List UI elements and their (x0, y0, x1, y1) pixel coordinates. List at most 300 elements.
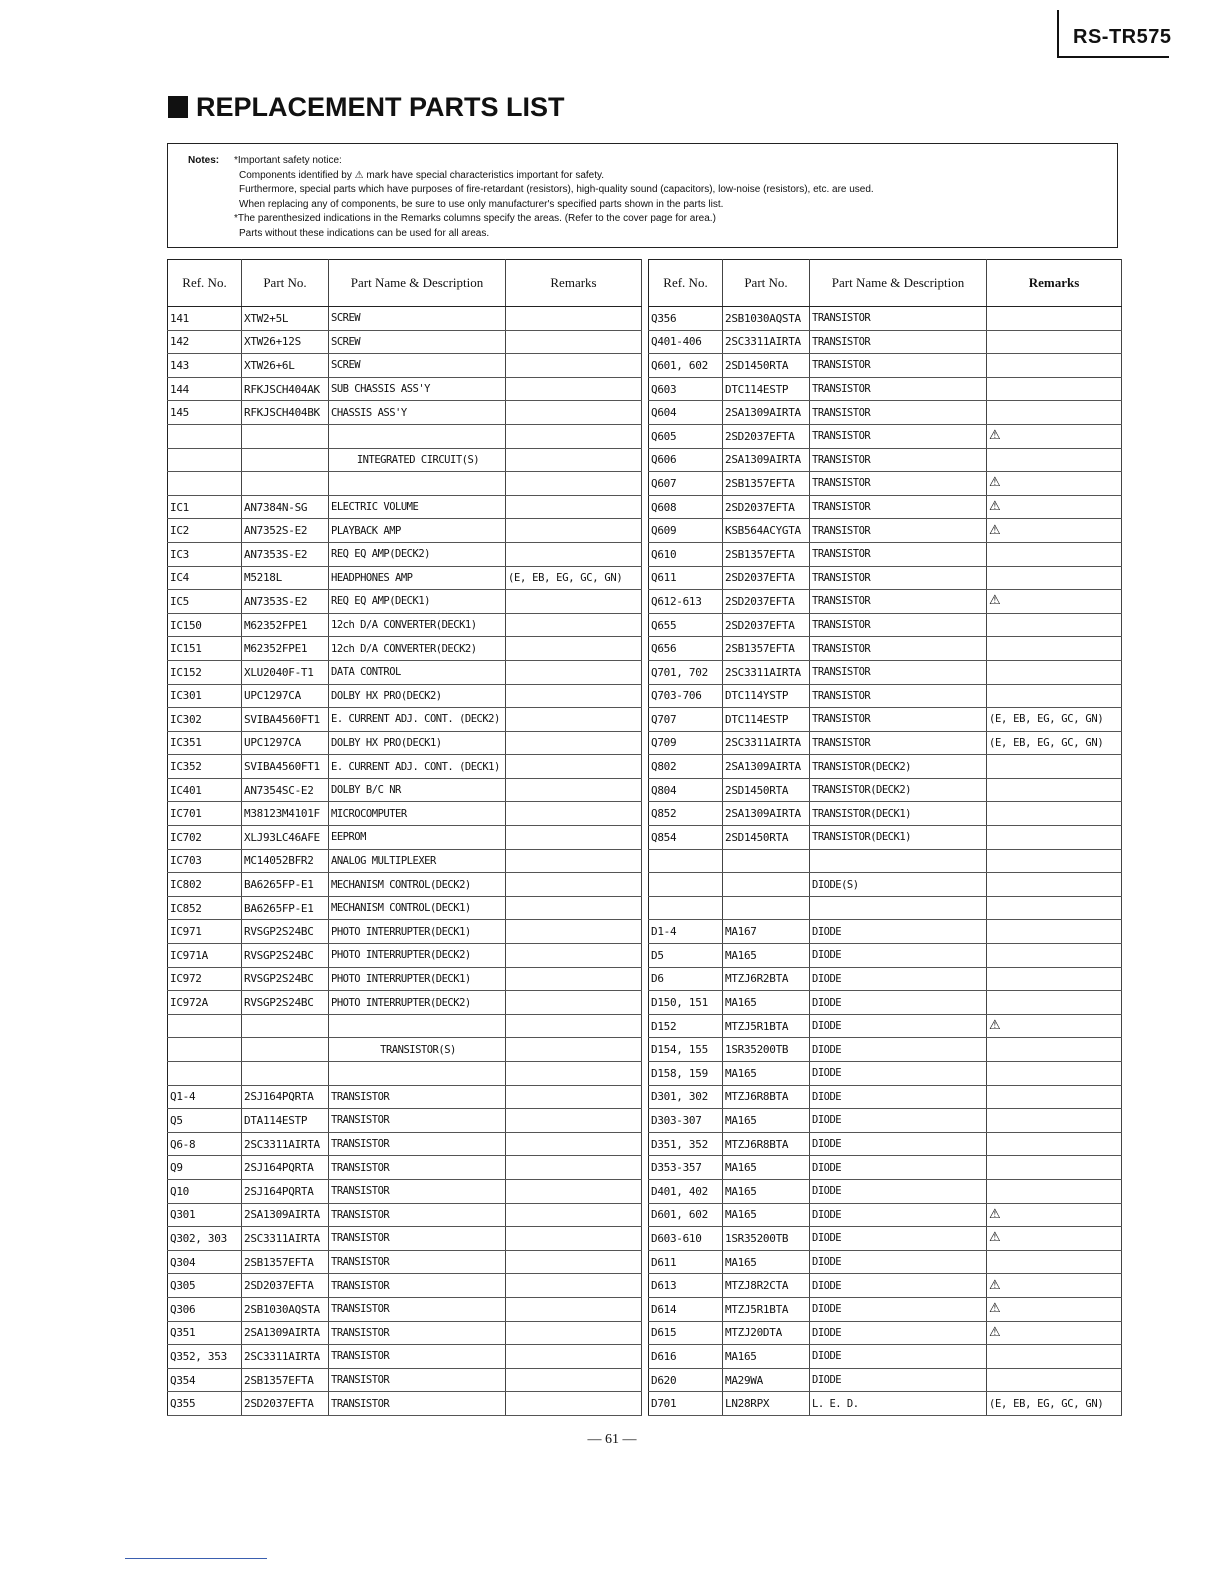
part-no-cell-text: 2SB1357EFTA (725, 547, 795, 561)
safety-warning-icon: ⚠ (989, 522, 1001, 538)
table-header-row (649, 260, 1122, 307)
ref-no-cell (649, 944, 723, 968)
description-cell (329, 967, 506, 991)
part-no-cell-text: 2SB1357EFTA (244, 1255, 314, 1269)
table-row (649, 542, 1122, 566)
table-row (168, 1227, 642, 1251)
remarks-cell-text: (E, EB, EG, GC, GN) (989, 1397, 1104, 1410)
description-cell-text: TRANSISTOR (812, 430, 871, 443)
table-row (649, 472, 1122, 496)
ref-no-cell (649, 1109, 723, 1133)
description-cell-text: TRANSISTOR (812, 453, 871, 466)
part-no-cell (242, 755, 329, 779)
table-row (649, 590, 1122, 614)
part-no-cell-text: MTZJ8R2CTA (725, 1279, 789, 1293)
ref-no-cell (168, 802, 242, 826)
description-cell-text: DIODE (812, 1208, 842, 1221)
ref-no-cell (168, 684, 242, 708)
header-description: Part Name & Description (810, 260, 987, 307)
description-cell (810, 1179, 987, 1203)
ref-no-cell (168, 1062, 242, 1086)
part-no-cell (242, 448, 329, 472)
remarks-cell (987, 1085, 1122, 1109)
part-no-cell (723, 330, 810, 354)
ref-no-cell (649, 778, 723, 802)
part-no-cell-text: 2SA1309AIRTA (725, 453, 801, 467)
description-cell (329, 307, 506, 331)
part-no-cell-text: MA165 (725, 948, 757, 962)
table-row (649, 1297, 1122, 1321)
remarks-cell (506, 1345, 642, 1369)
description-cell-text: REQ EQ AMP(DECK2) (331, 548, 430, 561)
part-no-cell-text: MA165 (725, 1066, 757, 1080)
ref-no-cell-text: IC802 (170, 878, 202, 892)
part-no-cell (242, 778, 329, 802)
ref-no-cell (649, 1227, 723, 1251)
ref-no-cell (649, 519, 723, 543)
part-no-cell-text: XTW2+5L (244, 311, 289, 325)
description-cell (810, 1132, 987, 1156)
remarks-cell (506, 1297, 642, 1321)
description-cell-text: TRANSISTOR (331, 1185, 390, 1198)
notes-line: Components identified by ⚠ mark have special characteristics important for safety. (239, 169, 605, 181)
ref-no-cell-text: 141 (170, 311, 189, 325)
remarks-cell (506, 1392, 642, 1416)
description-cell-text: E. CURRENT ADJ. CONT. (DECK2) (331, 713, 500, 726)
ref-no-cell-text: D158, 159 (651, 1066, 708, 1080)
ref-no-cell (649, 708, 723, 732)
remarks-cell (987, 660, 1122, 684)
description-cell (329, 1014, 506, 1038)
ref-no-cell-text: Q6-8 (170, 1137, 196, 1151)
remarks-cell (506, 542, 642, 566)
description-cell-text: MECHANISM CONTROL(DECK2) (331, 878, 471, 891)
part-no-cell (242, 826, 329, 850)
ref-no-cell-text: Q612-613 (651, 594, 702, 608)
table-row (168, 944, 642, 968)
description-cell-text: TRANSISTOR (812, 666, 871, 679)
remarks-cell (506, 967, 642, 991)
table-row (649, 826, 1122, 850)
part-no-cell-text: MC14052BFR2 (244, 854, 314, 868)
ref-no-cell-text: Q5 (170, 1113, 183, 1127)
remarks-cell (506, 613, 642, 637)
part-no-cell-text: 2SA1309AIRTA (244, 1208, 320, 1222)
part-no-cell (723, 1392, 810, 1416)
description-cell (810, 424, 987, 448)
remarks-cell (506, 1368, 642, 1392)
table-row (649, 1132, 1122, 1156)
description-cell-text: TRANSISTOR (812, 524, 871, 537)
remarks-cell (506, 330, 642, 354)
part-no-cell (242, 1038, 329, 1062)
description-cell (810, 849, 987, 873)
remarks-cell-text: (E, EB, EG, GC, GN) (989, 736, 1104, 749)
remarks-cell (987, 1227, 1122, 1251)
remarks-cell (987, 542, 1122, 566)
part-no-cell-text: 2SC3311AIRTA (244, 1231, 320, 1245)
ref-no-cell-text: D615 (651, 1326, 677, 1340)
description-cell-text: TRANSISTOR (331, 1279, 390, 1292)
part-no-cell-text: 2SB1357EFTA (244, 1373, 314, 1387)
description-cell-text: TRANSISTOR (812, 406, 871, 419)
section-title (168, 92, 565, 122)
ref-no-cell (168, 731, 242, 755)
table-row (168, 778, 642, 802)
part-no-cell-text: MA165 (725, 1113, 757, 1127)
description-cell-text: TRANSISTOR (331, 1161, 390, 1174)
part-no-cell-text: M5218L (244, 571, 282, 585)
ref-no-cell-text: D150, 151 (651, 996, 708, 1010)
ref-no-cell (649, 637, 723, 661)
description-cell (810, 873, 987, 897)
table-row (649, 307, 1122, 331)
remarks-cell (506, 755, 642, 779)
table-row (168, 896, 642, 920)
remarks-cell (987, 944, 1122, 968)
table-row (649, 1250, 1122, 1274)
description-cell (810, 1250, 987, 1274)
remarks-cell (987, 354, 1122, 378)
part-no-cell-text: 2SD2037EFTA (725, 571, 795, 585)
table-row (168, 1062, 642, 1086)
description-cell (810, 472, 987, 496)
remarks-cell (506, 1038, 642, 1062)
remarks-cell (987, 849, 1122, 873)
ref-no-cell (649, 1250, 723, 1274)
remarks-cell (506, 637, 642, 661)
description-cell (329, 424, 506, 448)
part-no-cell (723, 1368, 810, 1392)
table-row (649, 613, 1122, 637)
description-cell (329, 377, 506, 401)
ref-no-cell (168, 330, 242, 354)
part-no-cell (242, 590, 329, 614)
ref-no-cell (168, 991, 242, 1015)
table-row (649, 354, 1122, 378)
part-no-cell (723, 920, 810, 944)
remarks-cell (987, 330, 1122, 354)
part-no-cell (723, 660, 810, 684)
ref-no-cell (168, 1156, 242, 1180)
remarks-cell (506, 920, 642, 944)
ref-no-cell-text: Q305 (170, 1279, 196, 1293)
remarks-cell (987, 1368, 1122, 1392)
table-row (649, 660, 1122, 684)
model-number: RS-TR575 (1073, 26, 1172, 48)
description-cell-text: INTEGRATED CIRCUIT(S) (356, 453, 480, 466)
ref-no-cell-text: D611 (651, 1255, 677, 1269)
ref-no-cell-text: IC4 (170, 571, 189, 585)
description-cell (810, 660, 987, 684)
description-cell-text: DIODE (812, 949, 842, 962)
part-no-cell-text: MTZJ5R1BTA (725, 1302, 789, 1316)
table-row (168, 1203, 642, 1227)
ref-no-cell (168, 1038, 242, 1062)
ref-no-cell-text: D301, 302 (651, 1090, 708, 1104)
ref-no-cell-text: IC972A (170, 996, 208, 1010)
part-no-cell-text: 2SA1309AIRTA (725, 406, 801, 420)
table-row (168, 731, 642, 755)
description-cell-text: DOLBY HX PRO(DECK1) (331, 736, 442, 749)
ref-no-cell-text: IC971 (170, 925, 202, 939)
description-cell (810, 566, 987, 590)
part-no-cell-text: MTZJ6R2BTA (725, 972, 789, 986)
description-cell (329, 1227, 506, 1251)
ref-no-cell-text: Q804 (651, 783, 677, 797)
part-no-cell (242, 1203, 329, 1227)
safety-warning-icon: ⚠ (989, 593, 1001, 609)
description-cell-text: SCREW (331, 359, 361, 372)
ref-no-cell-text: D154, 155 (651, 1043, 708, 1057)
part-no-cell-text: 2SB1030AQSTA (244, 1302, 320, 1316)
description-cell (329, 1250, 506, 1274)
part-no-cell-text: MA167 (725, 925, 757, 939)
description-cell-text: TRANSISTOR (812, 335, 871, 348)
part-no-cell-text: 2SD1450RTA (725, 358, 789, 372)
description-cell-text: TRANSISTOR(DECK2) (812, 784, 911, 797)
part-no-cell-text: 1SR35200TB (725, 1231, 789, 1245)
ref-no-cell (168, 1392, 242, 1416)
ref-no-cell-text: 142 (170, 335, 189, 349)
part-no-cell-text: 2SA1309AIRTA (725, 807, 801, 821)
part-no-cell-text: 2SD2037EFTA (725, 429, 795, 443)
description-cell-text: TRANSISTOR(DECK1) (812, 807, 911, 820)
ref-no-cell-text: Q608 (651, 500, 677, 514)
part-no-cell-text: 2SD2037EFTA (244, 1397, 314, 1411)
ref-no-cell-text: IC301 (170, 689, 202, 703)
description-cell (810, 1368, 987, 1392)
description-cell-text: REQ EQ AMP(DECK1) (331, 595, 430, 608)
description-cell-text: TRANSISTOR (331, 1397, 390, 1410)
ref-no-cell-text: Q802 (651, 760, 677, 774)
ref-no-cell (168, 873, 242, 897)
description-cell-text: DIODE (812, 996, 842, 1009)
part-no-cell (242, 896, 329, 920)
remarks-cell (506, 778, 642, 802)
part-no-cell-text: BA6265FP-E1 (244, 901, 314, 915)
description-cell-text: ELECTRIC VOLUME (331, 501, 419, 514)
part-no-cell-text: MTZJ5R1BTA (725, 1019, 789, 1033)
remarks-cell (987, 708, 1122, 732)
part-no-cell-text: LN28RPX (725, 1397, 770, 1411)
part-no-cell-text: KSB564ACYGTA (725, 524, 801, 538)
table-row (649, 424, 1122, 448)
description-cell (329, 684, 506, 708)
description-cell-text: TRANSISTOR (812, 642, 871, 655)
parts-table-left (167, 259, 642, 1416)
ref-no-cell (649, 731, 723, 755)
ref-no-cell-text: IC972 (170, 972, 202, 986)
header-part-no: Part No. (723, 260, 810, 307)
ref-no-cell-text: 144 (170, 382, 189, 396)
ref-no-cell-text: IC401 (170, 783, 202, 797)
header-remarks: Remarks (987, 260, 1122, 307)
description-cell (329, 731, 506, 755)
ref-no-cell (168, 1345, 242, 1369)
description-cell-text: DIODE (812, 925, 842, 938)
table-row (168, 1109, 642, 1133)
table-row (649, 401, 1122, 425)
remarks-cell (987, 920, 1122, 944)
description-cell (810, 590, 987, 614)
ref-no-cell (168, 660, 242, 684)
part-no-cell (723, 1062, 810, 1086)
description-cell (810, 637, 987, 661)
part-no-cell-text: MTZJ6R8BTA (725, 1090, 789, 1104)
part-no-cell (723, 542, 810, 566)
table-row (649, 330, 1122, 354)
table-row (168, 826, 642, 850)
ref-no-cell-text: 143 (170, 358, 189, 372)
ref-no-cell-text: Q355 (170, 1397, 196, 1411)
safety-warning-icon: ⚠ (989, 1277, 1001, 1293)
ref-no-cell-text: Q701, 702 (651, 665, 708, 679)
remarks-cell (506, 1227, 642, 1251)
ref-no-cell (168, 354, 242, 378)
part-no-cell (723, 566, 810, 590)
part-no-cell (242, 802, 329, 826)
description-cell-text: DIODE (812, 1374, 842, 1387)
part-no-cell (723, 1297, 810, 1321)
description-cell (329, 1274, 506, 1298)
page-number: — 61 — (587, 1432, 637, 1447)
ref-no-cell-text: Q611 (651, 571, 677, 585)
description-cell (329, 1109, 506, 1133)
remarks-cell (987, 1156, 1122, 1180)
table-row (168, 330, 642, 354)
part-no-cell (723, 1085, 810, 1109)
ref-no-cell-text: Q351 (170, 1326, 196, 1340)
ref-no-cell-text: Q306 (170, 1302, 196, 1316)
part-no-cell-text: AN7353S-E2 (244, 594, 308, 608)
ref-no-cell (649, 660, 723, 684)
table-row (168, 307, 642, 331)
description-cell (810, 401, 987, 425)
ref-no-cell-text: Q10 (170, 1184, 189, 1198)
part-no-cell (242, 637, 329, 661)
description-cell (329, 613, 506, 637)
remarks-cell (506, 566, 642, 590)
part-no-cell (723, 849, 810, 873)
part-no-cell (242, 1132, 329, 1156)
description-cell-text: TRANSISTOR (812, 383, 871, 396)
part-no-cell (242, 1109, 329, 1133)
ref-no-cell-text: Q603 (651, 382, 677, 396)
description-cell (810, 778, 987, 802)
remarks-cell (987, 1274, 1122, 1298)
ref-no-cell (168, 377, 242, 401)
description-cell-text: TRANSISTOR (812, 571, 871, 584)
table-row (649, 1085, 1122, 1109)
ref-no-cell-text: D701 (651, 1397, 677, 1411)
description-cell-text: TRANSISTOR (812, 501, 871, 514)
remarks-cell (987, 1132, 1122, 1156)
description-cell-text: SCREW (331, 335, 361, 348)
table-row (168, 1132, 642, 1156)
description-cell-text: MECHANISM CONTROL(DECK1) (331, 902, 471, 915)
ref-no-cell (649, 991, 723, 1015)
table-row (168, 920, 642, 944)
remarks-cell (987, 613, 1122, 637)
ref-no-cell (649, 873, 723, 897)
description-cell (810, 1321, 987, 1345)
ref-no-cell (649, 826, 723, 850)
header-part-no: Part No. (242, 260, 329, 307)
notes-line: *The parenthesized indications in the Remarks columns specify the areas. (Refer to the cover page for area.) (234, 213, 716, 225)
remarks-cell (506, 424, 642, 448)
description-cell (329, 896, 506, 920)
description-cell-text: PHOTO INTERRUPTER(DECK2) (331, 996, 471, 1009)
table-row (168, 1014, 642, 1038)
part-no-cell-text: MA165 (725, 1184, 757, 1198)
part-no-cell (723, 755, 810, 779)
part-no-cell (723, 1179, 810, 1203)
description-cell-text: L. E. D. (812, 1397, 859, 1410)
description-cell (810, 731, 987, 755)
remarks-cell (987, 1250, 1122, 1274)
table-row (649, 1179, 1122, 1203)
description-cell (329, 755, 506, 779)
ref-no-cell (168, 542, 242, 566)
notes-line: When replacing any of components, be sure to use only manufacturer's specified parts shown in the parts list. (239, 198, 724, 210)
part-no-cell (242, 944, 329, 968)
safety-warning-icon: ⚠ (989, 1206, 1001, 1222)
table-row (168, 802, 642, 826)
ref-no-cell (168, 307, 242, 331)
description-cell-text: TRANSISTOR (331, 1114, 390, 1127)
remarks-cell (987, 1345, 1122, 1369)
part-no-cell-text: XLU2040F-T1 (244, 665, 314, 679)
description-cell-text: TRANSISTOR (331, 1326, 390, 1339)
description-cell (810, 896, 987, 920)
ref-no-cell-text: Q605 (651, 429, 677, 443)
part-no-cell-text: XLJ93LC46AFE (244, 830, 320, 844)
ref-no-cell (649, 424, 723, 448)
part-no-cell (723, 944, 810, 968)
table-row (649, 1392, 1122, 1416)
part-no-cell (723, 377, 810, 401)
remarks-cell (987, 873, 1122, 897)
part-no-cell (242, 542, 329, 566)
part-no-cell (242, 991, 329, 1015)
part-no-cell-text: MA165 (725, 996, 757, 1010)
description-cell (810, 542, 987, 566)
description-cell-text: TRANSISTOR (812, 595, 871, 608)
description-cell (810, 802, 987, 826)
table-row (649, 1038, 1122, 1062)
remarks-cell (506, 401, 642, 425)
description-cell-text: DIODE (812, 1067, 842, 1080)
part-no-cell-text: RFKJSCH404BK (244, 406, 320, 420)
remarks-cell (506, 802, 642, 826)
description-cell (329, 802, 506, 826)
notes-line: Furthermore, special parts which have purposes of fire-retardant (resistors), high-quality sound (capacitors), low-noise (resistors), etc. are used. (239, 184, 874, 196)
description-cell (810, 495, 987, 519)
remarks-cell (506, 849, 642, 873)
part-no-cell (723, 448, 810, 472)
table-row (649, 1345, 1122, 1369)
part-no-cell (723, 1109, 810, 1133)
part-no-cell (242, 424, 329, 448)
description-cell-text: 12ch D/A CONVERTER(DECK2) (331, 642, 477, 655)
ref-no-cell (649, 590, 723, 614)
remarks-cell (506, 873, 642, 897)
remarks-cell (506, 377, 642, 401)
part-no-cell (723, 590, 810, 614)
ref-no-cell (649, 354, 723, 378)
ref-no-cell-text: Q707 (651, 712, 677, 726)
